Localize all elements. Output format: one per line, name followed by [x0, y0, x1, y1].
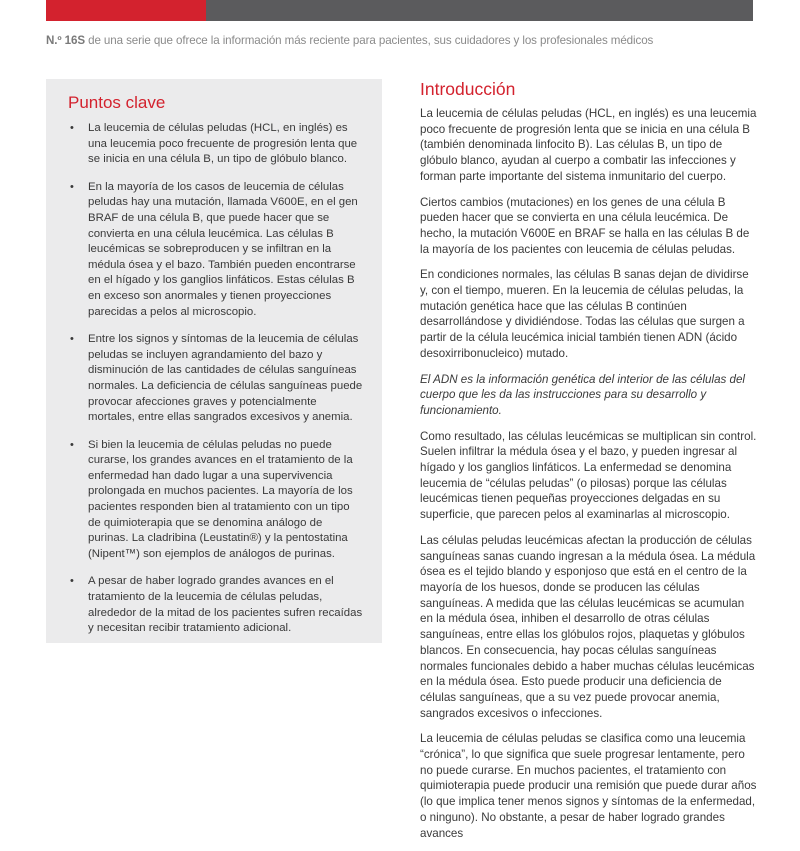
key-point-text: A pesar de haber logrado grandes avances en el tratamiento de la leucemia de células peludas, alrededor de la mitad de los pacientes sufren recaídas y necesitan recibir tratamiento adicional. — [88, 575, 363, 635]
introduction-title: Introducción — [420, 79, 516, 99]
key-point-item — [68, 438, 364, 563]
key-point-text: En la mayoría de los casos de leucemia de células peludas hay una mutación, llamada V600E, en el gen BRAF de una célula B, que puede hacer que se convierta en una célula leucémica. Las células B leucémicas se sobreproducen y se infiltran en la médula ósea y el bazo. También pueden encontrarse en el hígado y los ganglios linfáticos. Estas células B en exceso son anormales y tienen proyecciones parecidas a pelos al microscopio. — [88, 180, 358, 318]
header-bar-gray-segment — [206, 0, 753, 21]
intro-paragraph: Ciertos cambios (mutaciones) en los genes de una célula B pueden hacer que se convierta en una célula leucémica. De hecho, la mutación V600E en BRAF se halla en las células B de la mayoría de los pacientes con leucemia de células peludas. — [420, 195, 750, 256]
key-point-item — [68, 180, 364, 320]
key-point-text: Si bien la leucemia de células peludas no puede curarse, los grandes avances en el tratamiento de la enfermedad han dado lugar a una supervivencia prolongada en muchos pacientes. La mayoría de los pacientes responden bien al tratamiento con un tipo de quimioterapia que se denomina análogo de purinas. La cladribina (Leustatin®) y la pentostatina (Nipent™) son ejemplos de análogos de purinas. — [88, 438, 353, 560]
header-bar-red-segment — [46, 0, 206, 21]
key-points-box — [46, 79, 382, 643]
bullet-icon: • — [70, 575, 74, 588]
bullet-icon: • — [70, 122, 74, 134]
key-point-text: La leucemia de células peludas (HCL, en inglés) es una leucemia poco frecuente de progresión lenta que se inicia en una célula B, un tipo de glóbulo blanco. — [88, 122, 358, 166]
key-point-item — [68, 121, 364, 168]
bullet-icon: • — [70, 438, 74, 451]
series-text: de una serie que ofrece la información más reciente para pacientes, sus cuidadores y los profesionales médicos — [84, 34, 654, 47]
dna-definition-note: El ADN es la información genética del interior de las células del cuerpo que les da las instrucciones para su desarrollo y funcionamiento. — [420, 372, 746, 417]
header-color-bar — [46, 0, 753, 21]
key-point-item — [68, 332, 364, 426]
key-point-item — [68, 574, 364, 636]
key-point-text: Entre los signos y síntomas de la leucemia de células peludas se incluyen agrandamiento del bazo y disminución de las cantidades de células sanguíneas normales. La deficiencia de células sanguíneas puede provocar afecciones graves y potencialmente mortales, entre ellas sangrados excesivos y anemia. — [88, 333, 363, 424]
intro-paragraph: Las células peludas leucémicas afectan la producción de células sanguíneas sanas cuando ingresan a la médula ósea. La médula ósea es el tejido blando y esponjoso que está en el centro de la mayoría de los huesos, donde se producen las células sanguíneas. A medida que las células leucémicas se acumulan en la médula ósea, inhiben el desarrollo de otras células sanguíneas, entre ellas los glóbulos rojos, plaquetas y glóbulos blancos. En consecuencia, hay pocas células sanguíneas normales funcionales debido a haber muchas células leucémicas en la médula ósea. Esto puede producir una deficiencia de células sanguíneas, que a su vez puede provocar anemia, sangrados excesivos o infecciones. — [420, 533, 756, 720]
bullet-icon: • — [70, 333, 74, 346]
series-number: N.º 16S — [46, 34, 85, 47]
bullet-icon: • — [70, 180, 74, 193]
intro-paragraph: La leucemia de células peludas (HCL, en inglés) es una leucemia poco frecuente de progresión lenta que se inicia en una célula B (también denominada linfocito B). Las células B, un tipo de glóbulo blanco, ayudan al cuerpo a combatir las infecciones y forman parte importante del sistema inmunitario del cuerpo. — [420, 107, 757, 183]
series-description — [46, 34, 766, 47]
intro-paragraph: En condiciones normales, las células B sanas dejan de dividirse y, con el tiempo, mueren. En la leucemia de células peludas, la mutación genética hace que las células B continúen desarrollándose y dividiéndose. Todas las células que surgen a partir de la célula leucémica inicial también tienen ADN (ácido desoxirribonucleico) mutado. — [420, 268, 749, 360]
intro-paragraph: Como resultado, las células leucémicas se multiplican sin control. Suelen infiltrar la médula ósea y el bazo, y pueden ingresar al hígado y los ganglios linfáticos. La enfermedad se denomina leucemia de “células peludas” (o pilosas) porque las células leucémicas tienen pequeñas proyecciones delgadas en su superficie, que parecen pelos al examinarlas al microscopio. — [420, 429, 757, 522]
intro-paragraph: La leucemia de células peludas se clasifica como una leucemia “crónica”, lo que significa que suele progresar lentamente, pero no puede curarse. En muchos pacientes, el tratamiento con quimioterapia puede producir una remisión que puede durar años (lo que implica tener menos signos y síntomas de la enfermedad, o ninguno). No obstante, a pesar de haber logrado grandes avances — [420, 732, 757, 840]
introduction-section — [420, 79, 760, 851]
key-points-list — [68, 121, 364, 637]
key-points-title: Puntos clave — [68, 93, 166, 112]
